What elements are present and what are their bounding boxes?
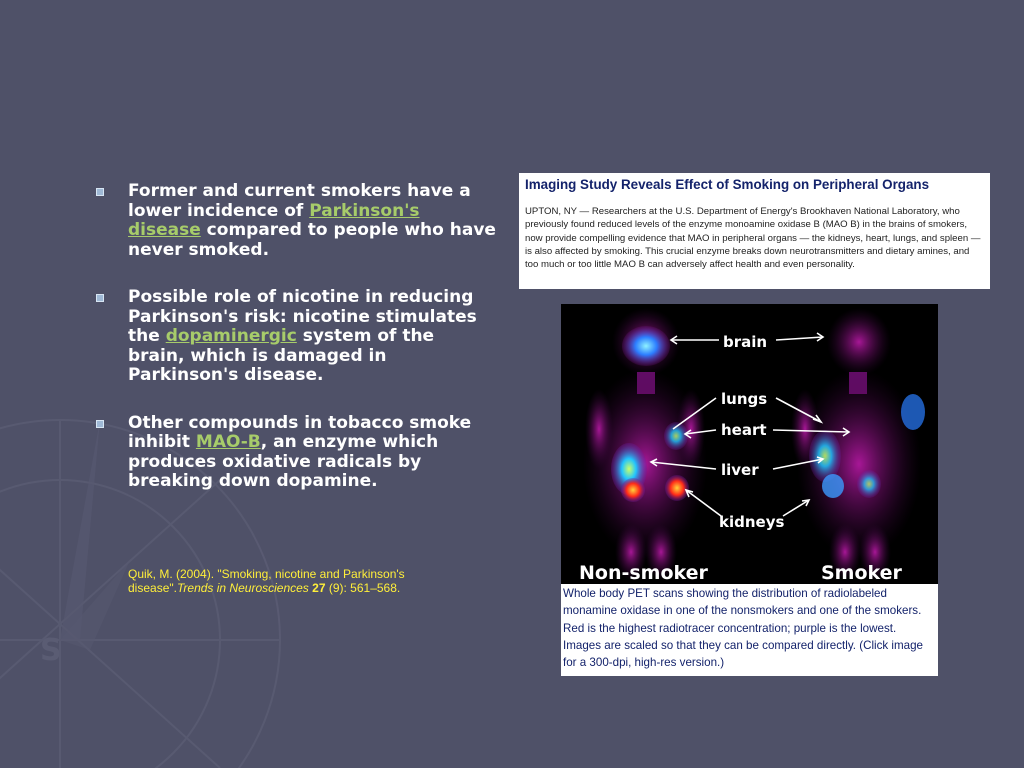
svg-text:S: S — [40, 633, 62, 668]
citation-pages: (9): 561–568. — [325, 581, 401, 595]
citation — [128, 567, 488, 595]
pet-scan-illustration — [561, 304, 938, 584]
bullet-text: Other compounds in tobacco smoke inhibit — [128, 412, 472, 452]
dopaminergic-link[interactable]: dopaminergic — [165, 326, 297, 346]
bullet-item — [96, 414, 496, 492]
pet-scan-caption: Whole body PET scans showing the distribution of radiolabeled monamine oxidase in one of the nonsmokers and one of the smokers. Red is the highest radiotracer concentration; purple is the lowest. Images are scaled so that they can be compared directly. (Click image for a 300-dpi, high-res version.) — [561, 584, 938, 676]
parkinsons-disease-link[interactable]: Parkinson's disease — [128, 200, 420, 240]
smoker-body — [791, 308, 925, 580]
citation-text: Quik, M. (2004). "Smoking, nicotine and Parkinson's disease". — [128, 567, 405, 595]
square-bullet-icon — [96, 294, 104, 302]
label-brain: brain — [723, 333, 768, 351]
label-liver: liver — [721, 461, 759, 479]
bullet-list — [96, 182, 496, 520]
square-bullet-icon — [96, 188, 104, 196]
bullet-text: system of the brain, which is damaged in Parkinson's disease. — [128, 326, 435, 385]
mao-b-link[interactable]: MAO-B — [195, 432, 261, 452]
citation-volume: 27 — [312, 581, 326, 595]
bullet-item — [96, 288, 496, 386]
news-excerpt — [519, 173, 990, 289]
bullet-text: , an enzyme which produces oxidative radicals by breaking down dopamine. — [128, 432, 439, 491]
label-smoker: Smoker — [821, 562, 902, 584]
label-lungs: lungs — [721, 390, 768, 408]
label-kidneys: kidneys — [719, 513, 785, 531]
square-bullet-icon — [96, 420, 104, 428]
label-heart: heart — [721, 421, 767, 439]
nonsmoker-body — [583, 308, 707, 580]
bullet-text: Former and current smokers have a lower incidence of — [128, 181, 471, 221]
pet-scan-image[interactable] — [561, 304, 938, 584]
news-title: Imaging Study Reveals Effect of Smoking on Peripheral Organs — [525, 177, 930, 192]
bullet-text: Possible role of nicotine in reducing Parkinson's risk: nicotine stimulates the — [128, 287, 477, 346]
bullet-text: compared to people who have never smoked. — [128, 220, 496, 260]
news-body: UPTON, NY — Researchers at the U.S. Department of Energy's Brookhaven National Laboratory, who previously found reduced levels of the enzyme monoamine oxidase B (MAO B) in the brains of smokers, now provide compelling evidence that MAO in peripheral organs — the kidneys, heart, lungs, and spleen — is also affected by smoking. This crucial enzyme breaks down neurotransmitters and dietary amines, and too much or too little MAO B can adversely affect health and even personality. — [525, 206, 981, 271]
citation-journal: Trends in Neurosciences — [176, 581, 309, 595]
bullet-item — [96, 182, 496, 260]
label-nonsmoker: Non-smoker — [579, 562, 708, 584]
